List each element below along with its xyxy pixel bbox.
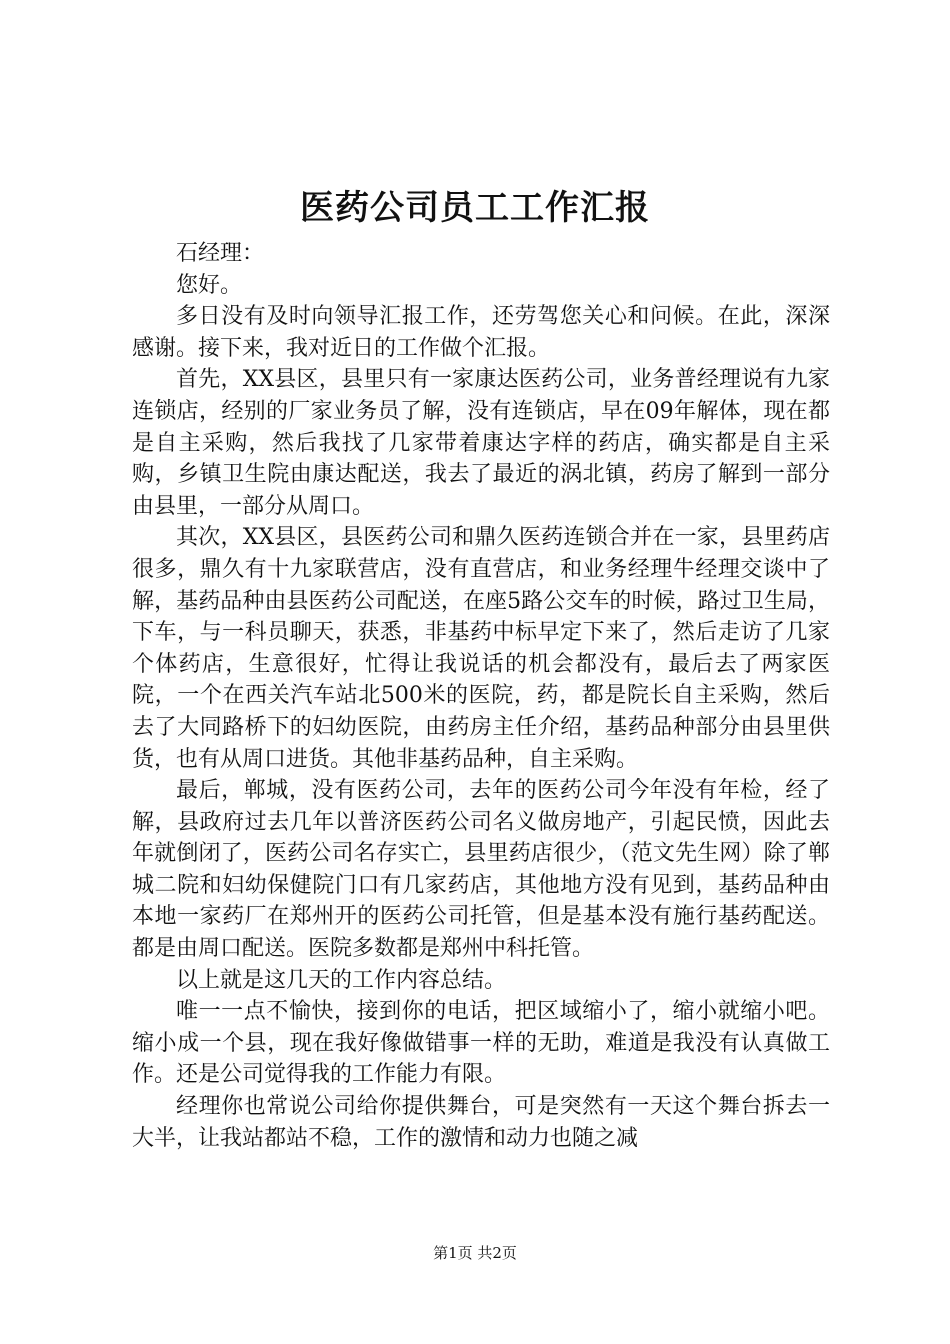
document-title: 医药公司员工工作汇报 xyxy=(300,188,650,228)
paragraph-complaint: 唯一一点不愉快，接到你的电话，把区域缩小了，缩小就缩小吧。缩小成一个县，现在我好像做错事一样的无助，难道是我没有认真做工作。还是公司觉得我的工作能力有限。 xyxy=(132,999,830,1088)
paragraph-second: 其次，XX县区，县医药公司和鼎久医药连锁合并在一家，县里药店很多，鼎久有十九家联营店，没有直营店，和业务经理牛经理交谈中了解，基药品种由县医药公司配送，在座5路公交车的时候，路过卫生局，下车，与一科员聊天，获悉，非基药中标早定下来了，然后走访了几家个体药店，生意很好，忙得让我说话的机会都没有，最后去了两家医院，一个在西关汽车站北500米的医院，药，都是院长自主采购，然后去了大同路桥下的妇幼医院，由药房主任介绍，基药品种部分由县里供货，也有从周口进货。其他非基药品种，自主采购。 xyxy=(132,525,830,772)
page-footer: 第1页 共2页 xyxy=(433,1244,517,1262)
paragraph-summary: 以上就是这几天的工作内容总结。 xyxy=(176,967,507,993)
salutation: 石经理： xyxy=(176,241,265,266)
document-body xyxy=(132,238,830,1154)
paragraph-last: 最后，郸城，没有医药公司，去年的医药公司今年没有年检，经了解，县政府过去几年以普济医药公司名义做房地产，引起民愤，因此去年就倒闭了，医药公司名存实亡，县里药店很少，（范文先生网）除了郸城二院和妇幼保健院门口有几家药店，其他地方没有见到，基药品种由本地一家药厂在郑州开的医药公司托管，但是基本没有施行基药配送。都是由周口配送。医院多数都是郑州中科托管。 xyxy=(132,778,830,962)
paragraph-stage: 经理你也常说公司给你提供舞台，可是突然有一天这个舞台拆去一大半，让我站都站不稳，工作的激情和动力也随之减 xyxy=(132,1094,830,1151)
paragraph-intro: 多日没有及时向领导汇报工作，还劳驾您关心和问候。在此，深深感谢。接下来，我对近日的工作做个汇报。 xyxy=(132,304,830,361)
greeting: 您好。 xyxy=(176,272,243,298)
paragraph-first: 首先，XX县区，县里只有一家康达医药公司，业务普经理说有九家连锁店，经别的厂家业务员了解，没有连锁店，早在09年解体，现在都是自主采购，然后我找了几家带着康达字样的药店，确实都是自主采购，乡镇卫生院由康达配送，我去了最近的涡北镇，药房了解到一部分由县里，一部分从周口。 xyxy=(132,367,830,519)
